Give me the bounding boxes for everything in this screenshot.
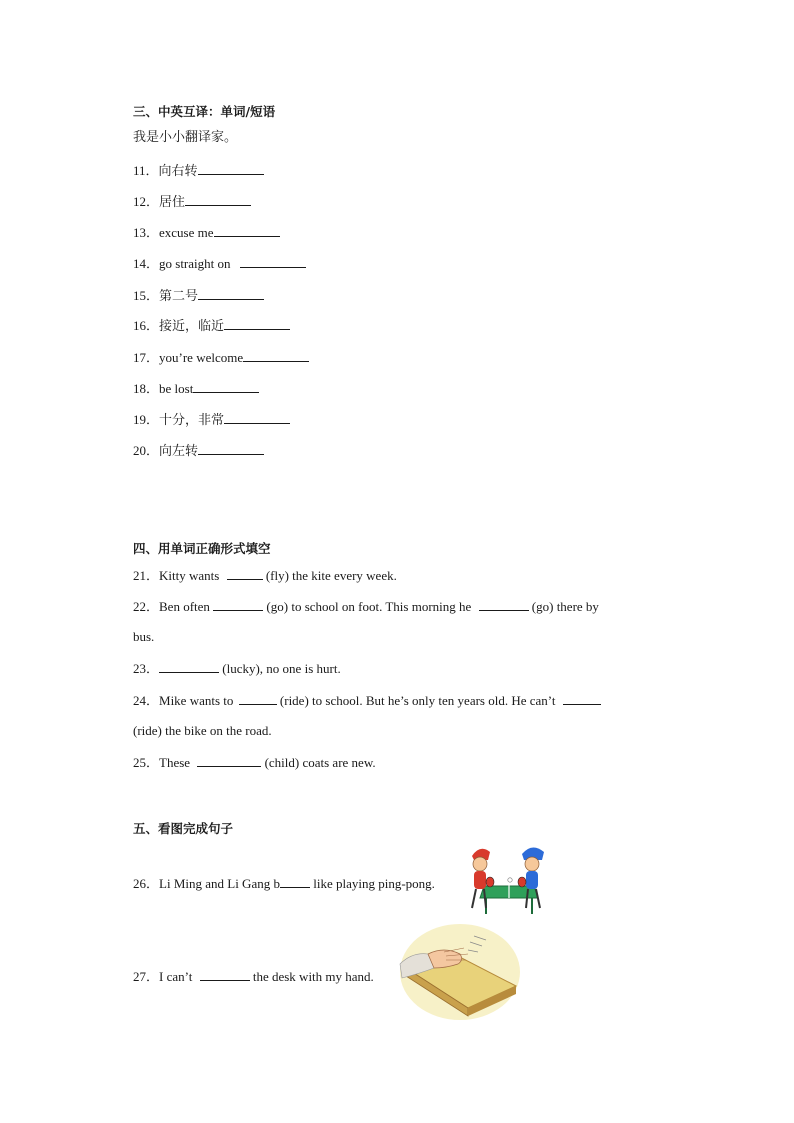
item-number: 12． (133, 194, 160, 209)
item-number: 16． (133, 318, 160, 333)
item-text: 第二号 (159, 289, 199, 304)
question-text: (ride) to school. But he’s only ten years old. He can’t (276, 693, 559, 708)
item-number: 13． (133, 225, 160, 240)
question-text: Kitty wants (159, 568, 223, 583)
question-21 (133, 567, 397, 584)
answer-blank[interactable] (240, 255, 306, 268)
answer-blank[interactable] (193, 380, 259, 393)
answer-blank[interactable] (159, 660, 219, 673)
item-16 (133, 317, 290, 335)
question-text: the desk with my hand. (249, 969, 374, 984)
question-text: (lucky), no one is hurt. (219, 661, 341, 676)
question-22-cont: bus. (133, 629, 155, 644)
item-number: 11． (133, 163, 159, 178)
item-12 (133, 193, 251, 211)
answer-blank[interactable] (214, 224, 280, 237)
item-text: be lost (159, 381, 194, 396)
answer-blank[interactable] (479, 598, 529, 611)
answer-blank[interactable] (563, 692, 601, 705)
question-text: I can’t (159, 969, 196, 984)
ping-pong-picture (462, 842, 554, 918)
question-text: (go) there by (528, 599, 599, 614)
question-text: These (159, 755, 194, 770)
section3-heading: 三、中英互译：单词/短语 (133, 104, 276, 119)
item-text: 向右转 (158, 164, 198, 179)
question-text: like playing ping-pong. (309, 876, 435, 891)
question-text: (go) to school on foot. This morning he (263, 599, 475, 614)
question-number: 25． (133, 755, 160, 770)
question-number: 26． (133, 876, 160, 891)
question-number: 24． (133, 693, 160, 708)
question-24 (133, 692, 601, 709)
answer-blank[interactable] (239, 692, 277, 705)
item-text: excuse me (159, 225, 214, 240)
question-25 (133, 754, 376, 771)
question-24-cont: (ride) the bike on the road. (133, 723, 272, 738)
answer-blank[interactable] (224, 317, 290, 330)
item-14 (133, 255, 306, 272)
question-text: Ben often (159, 599, 214, 614)
item-20 (133, 442, 264, 460)
question-22 (133, 598, 599, 615)
section5-heading: 五、看图完成句子 (133, 821, 234, 836)
section4-heading: 四、用单词正确形式填空 (133, 541, 271, 556)
question-text: (fly) the kite every week. (262, 568, 397, 583)
item-11 (133, 162, 264, 180)
item-number: 19． (133, 412, 160, 427)
question-number: 21． (133, 568, 160, 583)
answer-blank[interactable] (224, 411, 290, 424)
item-19 (133, 411, 290, 429)
answer-blank[interactable] (198, 162, 264, 175)
item-number: 17． (133, 350, 160, 365)
item-text: you’re welcome (159, 350, 244, 365)
item-text: 接近，临近 (159, 319, 225, 334)
question-27 (133, 968, 374, 985)
item-number: 14． (133, 256, 160, 271)
item-text: go straight on (159, 256, 234, 271)
item-text: 向左转 (159, 444, 199, 459)
question-text: Mike wants to (159, 693, 237, 708)
answer-blank[interactable] (185, 193, 251, 206)
answer-blank[interactable] (198, 442, 264, 455)
question-text: (child) coats are new. (261, 755, 376, 770)
item-13 (133, 224, 280, 241)
question-26 (133, 875, 435, 892)
answer-blank[interactable] (198, 287, 264, 300)
question-number: 23． (133, 661, 160, 676)
hand-touching-desk-picture (398, 924, 520, 1022)
answer-blank[interactable] (200, 968, 250, 981)
item-17 (133, 349, 309, 366)
answer-blank[interactable] (197, 754, 261, 767)
item-number: 20． (133, 443, 160, 458)
answer-blank[interactable] (280, 875, 310, 888)
question-number: 22． (133, 599, 160, 614)
answer-blank[interactable] (243, 349, 309, 362)
answer-blank[interactable] (227, 567, 263, 580)
item-number: 15． (133, 288, 160, 303)
item-number: 18． (133, 381, 160, 396)
item-15 (133, 287, 264, 305)
item-text: 居住 (159, 195, 186, 210)
question-23 (133, 660, 341, 677)
question-text: Li Ming and Li Gang b (159, 876, 280, 891)
item-text: 十分，非常 (159, 413, 225, 428)
section3-intro: 我是小小翻译家。 (133, 130, 238, 145)
answer-blank[interactable] (213, 598, 263, 611)
question-number: 27． (133, 969, 160, 984)
item-18 (133, 380, 259, 397)
